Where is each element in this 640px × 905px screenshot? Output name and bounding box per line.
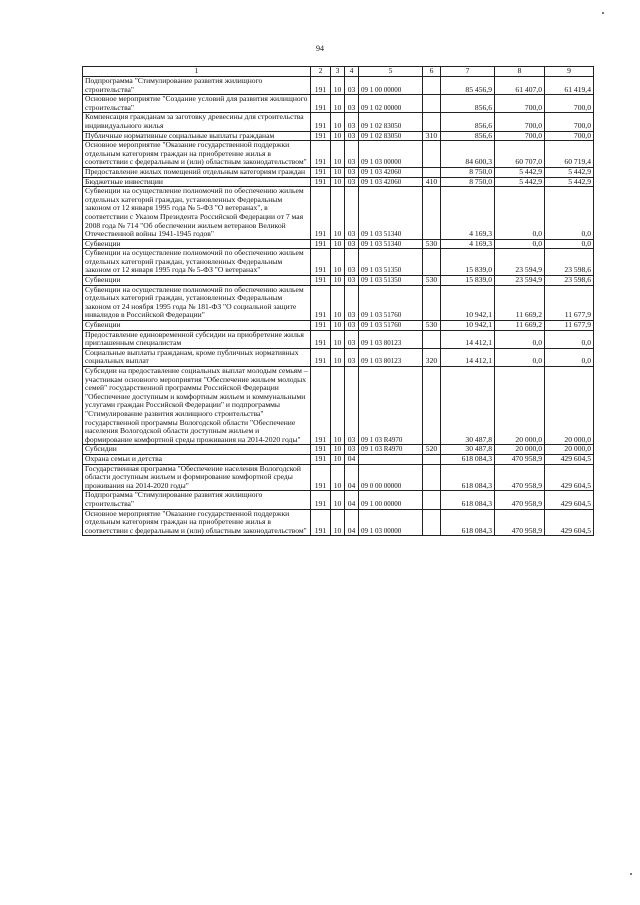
row-col-4: 03 bbox=[345, 187, 359, 240]
row-name: Субсидии bbox=[83, 445, 311, 455]
row-col-7: 618 084,3 bbox=[441, 509, 495, 536]
row-col-3: 10 bbox=[331, 445, 345, 455]
table-row bbox=[83, 239, 594, 249]
row-col-2: 191 bbox=[311, 131, 331, 141]
row-col-5: 09 1 03 51340 bbox=[359, 239, 423, 249]
row-col-3: 10 bbox=[331, 321, 345, 331]
row-col-4: 03 bbox=[345, 239, 359, 249]
row-name: Публичные нормативные социальные выплаты гражданам bbox=[83, 131, 311, 141]
row-col-6 bbox=[423, 187, 441, 240]
row-col-5 bbox=[359, 454, 423, 464]
header-col-6: 6 bbox=[423, 67, 441, 77]
row-col-9: 0,0 bbox=[545, 239, 594, 249]
row-col-8: 23 594,9 bbox=[495, 249, 545, 276]
row-col-4: 03 bbox=[345, 348, 359, 366]
row-col-9: 11 677,9 bbox=[545, 285, 594, 320]
row-col-6: 530 bbox=[423, 321, 441, 331]
row-col-8: 470 958,9 bbox=[495, 509, 545, 536]
row-col-9: 429 604,5 bbox=[545, 509, 594, 536]
row-col-3: 10 bbox=[331, 464, 345, 491]
row-col-5: 09 1 03 80123 bbox=[359, 330, 423, 348]
header-row bbox=[83, 67, 594, 77]
row-col-6 bbox=[423, 249, 441, 276]
header-col-5: 5 bbox=[359, 67, 423, 77]
row-col-2: 191 bbox=[311, 330, 331, 348]
row-col-8: 11 669,2 bbox=[495, 321, 545, 331]
table-row bbox=[83, 249, 594, 276]
row-col-4: 03 bbox=[345, 141, 359, 168]
row-col-3: 10 bbox=[331, 454, 345, 464]
header-col-1: 1 bbox=[83, 67, 311, 77]
row-col-4: 03 bbox=[345, 276, 359, 286]
row-col-7: 30 487,8 bbox=[441, 445, 495, 455]
row-name: Предоставление жилых помещений отдельным категориям граждан bbox=[83, 167, 311, 177]
row-col-5: 09 1 03 42060 bbox=[359, 167, 423, 177]
row-col-4: 04 bbox=[345, 509, 359, 536]
row-name: Предоставление единовременной субсидии на приобретение жилья приглашенным специалистам bbox=[83, 330, 311, 348]
row-col-4: 03 bbox=[345, 95, 359, 113]
row-col-7: 856,6 bbox=[441, 95, 495, 113]
row-col-8: 0,0 bbox=[495, 187, 545, 240]
scan-mark-bottom bbox=[630, 873, 632, 875]
row-col-4: 03 bbox=[345, 167, 359, 177]
row-name: Компенсация гражданам за заготовку древесины для строительства индивидуального жилья bbox=[83, 113, 311, 131]
row-col-6: 530 bbox=[423, 239, 441, 249]
row-col-4: 03 bbox=[345, 177, 359, 187]
table-row bbox=[83, 330, 594, 348]
row-col-5: 09 1 03 51760 bbox=[359, 321, 423, 331]
scan-mark-top bbox=[602, 12, 604, 14]
row-col-9: 5 442,9 bbox=[545, 167, 594, 177]
row-col-2: 191 bbox=[311, 321, 331, 331]
row-col-5: 09 1 03 R4970 bbox=[359, 445, 423, 455]
row-name: Основное мероприятие "Оказание государственной поддержки отдельным категориям граждан на приобретение жилья в соответствии с федеральным и (или) областным законодательством" bbox=[83, 141, 311, 168]
row-col-9: 5 442,9 bbox=[545, 177, 594, 187]
row-col-7: 8 750,0 bbox=[441, 167, 495, 177]
table-row bbox=[83, 131, 594, 141]
row-col-5: 09 1 03 42060 bbox=[359, 177, 423, 187]
row-col-9: 61 419,4 bbox=[545, 77, 594, 95]
row-name: Подпрограмма "Стимулирование развития жилищного строительства" bbox=[83, 491, 311, 509]
row-col-9: 23 598,6 bbox=[545, 276, 594, 286]
row-col-8: 0,0 bbox=[495, 348, 545, 366]
row-col-4: 04 bbox=[345, 464, 359, 491]
row-col-3: 10 bbox=[331, 276, 345, 286]
row-col-2: 191 bbox=[311, 454, 331, 464]
row-col-6 bbox=[423, 367, 441, 445]
row-col-3: 10 bbox=[331, 239, 345, 249]
row-col-4: 03 bbox=[345, 367, 359, 445]
table-row bbox=[83, 187, 594, 240]
row-col-4: 03 bbox=[345, 330, 359, 348]
row-col-7: 10 942,1 bbox=[441, 285, 495, 320]
row-col-9: 700,0 bbox=[545, 131, 594, 141]
row-col-2: 191 bbox=[311, 239, 331, 249]
header-col-7: 7 bbox=[441, 67, 495, 77]
table-row bbox=[83, 445, 594, 455]
row-col-3: 10 bbox=[331, 131, 345, 141]
row-col-7: 10 942,1 bbox=[441, 321, 495, 331]
row-name: Субсидии на предоставление социальных выплат молодым семьям – участникам основного мероприятия "Обеспечение жильем молодых семей" государственной программы Российской Федерации "Обеспечение доступным и комфортным жильем и коммунальными услугами граждан Российской Федерации" и подпрограммы "Стимулирование развития жилищного строительства" государственной программы Вологодской области "Обеспечение населения Вологодской области доступным жильем и формирование комфортной среды проживания на 2014-2020 годы" bbox=[83, 367, 311, 445]
row-col-9: 0,0 bbox=[545, 330, 594, 348]
row-col-2: 191 bbox=[311, 348, 331, 366]
row-col-2: 191 bbox=[311, 367, 331, 445]
row-col-6 bbox=[423, 285, 441, 320]
row-col-4: 04 bbox=[345, 491, 359, 509]
row-col-9: 0,0 bbox=[545, 187, 594, 240]
row-col-2: 191 bbox=[311, 249, 331, 276]
row-name: Социальные выплаты гражданам, кроме публичных нормативных социальных выплат bbox=[83, 348, 311, 366]
row-col-6 bbox=[423, 141, 441, 168]
row-name: Субвенции bbox=[83, 239, 311, 249]
table-row bbox=[83, 464, 594, 491]
row-col-2: 191 bbox=[311, 95, 331, 113]
row-name: Субвенции bbox=[83, 321, 311, 331]
row-col-8: 61 407,0 bbox=[495, 77, 545, 95]
row-col-8: 60 707,0 bbox=[495, 141, 545, 168]
row-col-5: 09 1 03 51340 bbox=[359, 187, 423, 240]
row-col-9: 700,0 bbox=[545, 113, 594, 131]
row-col-7: 84 600,3 bbox=[441, 141, 495, 168]
row-col-7: 8 750,0 bbox=[441, 177, 495, 187]
row-col-6 bbox=[423, 491, 441, 509]
row-col-3: 10 bbox=[331, 95, 345, 113]
row-col-8: 20 000,0 bbox=[495, 445, 545, 455]
row-col-2: 191 bbox=[311, 141, 331, 168]
row-col-6 bbox=[423, 167, 441, 177]
row-col-5: 09 1 02 83050 bbox=[359, 113, 423, 131]
row-col-6 bbox=[423, 464, 441, 491]
row-col-7: 4 169,3 bbox=[441, 239, 495, 249]
row-col-2: 191 bbox=[311, 509, 331, 536]
row-col-3: 10 bbox=[331, 330, 345, 348]
table-row bbox=[83, 167, 594, 177]
row-col-6 bbox=[423, 330, 441, 348]
header-col-2: 2 bbox=[311, 67, 331, 77]
row-col-5: 09 1 03 51350 bbox=[359, 249, 423, 276]
row-col-8: 5 442,9 bbox=[495, 167, 545, 177]
row-col-4: 03 bbox=[345, 321, 359, 331]
row-col-5: 09 1 03 00000 bbox=[359, 141, 423, 168]
row-col-5: 09 1 03 80123 bbox=[359, 348, 423, 366]
row-col-8: 470 958,9 bbox=[495, 491, 545, 509]
row-col-7: 618 084,3 bbox=[441, 454, 495, 464]
row-col-3: 10 bbox=[331, 348, 345, 366]
row-col-5: 09 1 03 51760 bbox=[359, 285, 423, 320]
row-col-2: 191 bbox=[311, 285, 331, 320]
row-col-3: 10 bbox=[331, 367, 345, 445]
row-col-2: 191 bbox=[311, 464, 331, 491]
table-row bbox=[83, 509, 594, 536]
row-name: Субвенции на осуществление полномочий по обеспечению жильем отдельных категорий граждан, установленных Федеральным законом от 12 января 1995 года № 5-ФЗ "О ветеранах" bbox=[83, 249, 311, 276]
page-number: 94 bbox=[316, 44, 324, 53]
row-col-4: 03 bbox=[345, 445, 359, 455]
row-name: Субвенции bbox=[83, 276, 311, 286]
row-col-6 bbox=[423, 509, 441, 536]
row-col-5: 09 1 03 00000 bbox=[359, 509, 423, 536]
row-col-4: 03 bbox=[345, 285, 359, 320]
row-col-2: 191 bbox=[311, 491, 331, 509]
row-col-3: 10 bbox=[331, 491, 345, 509]
row-col-8: 23 594,9 bbox=[495, 276, 545, 286]
row-col-8: 700,0 bbox=[495, 113, 545, 131]
table-row bbox=[83, 177, 594, 187]
row-col-7: 15 839,0 bbox=[441, 249, 495, 276]
row-col-8: 20 000,0 bbox=[495, 367, 545, 445]
row-col-6 bbox=[423, 77, 441, 95]
row-col-6 bbox=[423, 454, 441, 464]
row-col-7: 85 456,9 bbox=[441, 77, 495, 95]
header-col-4: 4 bbox=[345, 67, 359, 77]
table-row bbox=[83, 367, 594, 445]
row-col-8: 0,0 bbox=[495, 330, 545, 348]
row-col-2: 191 bbox=[311, 276, 331, 286]
budget-table bbox=[82, 66, 594, 536]
row-name: Субвенции на осуществление полномочий по обеспечению жильем отдельных категорий граждан, установленных Федеральным законом от 24 ноября 1995 года № 181-ФЗ "О социальной защите инвалидов в Российской Федерации" bbox=[83, 285, 311, 320]
row-col-3: 10 bbox=[331, 113, 345, 131]
row-col-9: 11 677,9 bbox=[545, 321, 594, 331]
row-col-4: 03 bbox=[345, 249, 359, 276]
row-col-6 bbox=[423, 113, 441, 131]
row-col-7: 30 487,8 bbox=[441, 367, 495, 445]
row-col-9: 20 000,0 bbox=[545, 367, 594, 445]
row-col-5: 09 1 00 00000 bbox=[359, 491, 423, 509]
row-col-7: 15 839,0 bbox=[441, 276, 495, 286]
row-col-3: 10 bbox=[331, 285, 345, 320]
row-name: Основное мероприятие "Оказание государственной поддержки отдельным категориям граждан на приобретение жилья в соответствии с федеральным и (или) областным законодательством" bbox=[83, 509, 311, 536]
row-col-9: 20 000,0 bbox=[545, 445, 594, 455]
row-name: Субвенции на осуществление полномочий по обеспечению жильем отдельных категорий граждан, установленных Федеральным законом от 12 января 1995 года № 5-ФЗ "О ветеранах", в соответствии с Указом Президента Российской Федерации от 7 мая 2008 года № 714 "Об обеспечении жильем ветеранов Великой Отечественной войны 1941-1945 годов" bbox=[83, 187, 311, 240]
header-col-8: 8 bbox=[495, 67, 545, 77]
row-col-6: 410 bbox=[423, 177, 441, 187]
row-col-2: 191 bbox=[311, 77, 331, 95]
row-col-9: 429 604,5 bbox=[545, 464, 594, 491]
row-col-9: 700,0 bbox=[545, 95, 594, 113]
row-col-7: 4 169,3 bbox=[441, 187, 495, 240]
row-col-7: 618 084,3 bbox=[441, 464, 495, 491]
row-col-8: 700,0 bbox=[495, 131, 545, 141]
row-col-3: 10 bbox=[331, 509, 345, 536]
row-col-2: 191 bbox=[311, 113, 331, 131]
row-col-8: 470 958,9 bbox=[495, 454, 545, 464]
header-col-9: 9 bbox=[545, 67, 594, 77]
row-col-2: 191 bbox=[311, 187, 331, 240]
row-col-6 bbox=[423, 95, 441, 113]
table-row bbox=[83, 77, 594, 95]
table-row bbox=[83, 95, 594, 113]
row-col-6: 520 bbox=[423, 445, 441, 455]
table-body bbox=[83, 77, 594, 536]
row-name: Государственная программа "Обеспечение населения Вологодской области доступным жильем и формирование комфортной среды проживания на 2014-2020 годы" bbox=[83, 464, 311, 491]
row-col-6: 320 bbox=[423, 348, 441, 366]
row-col-5: 09 1 00 00000 bbox=[359, 77, 423, 95]
row-col-7: 618 084,3 bbox=[441, 491, 495, 509]
table-row bbox=[83, 285, 594, 320]
row-col-3: 10 bbox=[331, 249, 345, 276]
row-col-5: 09 1 03 51350 bbox=[359, 276, 423, 286]
row-col-6: 310 bbox=[423, 131, 441, 141]
table-row bbox=[83, 491, 594, 509]
row-col-6: 530 bbox=[423, 276, 441, 286]
row-name: Подпрограмма "Стимулирование развития жилищного строительства" bbox=[83, 77, 311, 95]
row-col-7: 856,6 bbox=[441, 113, 495, 131]
row-col-5: 09 0 00 00000 bbox=[359, 464, 423, 491]
table-row bbox=[83, 276, 594, 286]
row-name: Охрана семьи и детства bbox=[83, 454, 311, 464]
table-row bbox=[83, 454, 594, 464]
row-col-2: 191 bbox=[311, 167, 331, 177]
row-col-7: 14 412,1 bbox=[441, 348, 495, 366]
row-col-3: 10 bbox=[331, 177, 345, 187]
row-col-9: 429 604,5 bbox=[545, 454, 594, 464]
row-col-3: 10 bbox=[331, 187, 345, 240]
row-col-5: 09 1 03 R4970 bbox=[359, 367, 423, 445]
row-col-8: 470 958,9 bbox=[495, 464, 545, 491]
row-name: Бюджетные инвестиции bbox=[83, 177, 311, 187]
row-col-2: 191 bbox=[311, 445, 331, 455]
row-col-8: 5 442,9 bbox=[495, 177, 545, 187]
row-col-9: 0,0 bbox=[545, 348, 594, 366]
row-col-2: 191 bbox=[311, 177, 331, 187]
row-col-4: 03 bbox=[345, 113, 359, 131]
row-col-4: 04 bbox=[345, 454, 359, 464]
row-col-5: 09 1 02 83050 bbox=[359, 131, 423, 141]
row-col-9: 429 604,5 bbox=[545, 491, 594, 509]
row-col-7: 856,6 bbox=[441, 131, 495, 141]
row-col-3: 10 bbox=[331, 141, 345, 168]
table-row bbox=[83, 321, 594, 331]
row-col-7: 14 412,1 bbox=[441, 330, 495, 348]
row-col-4: 03 bbox=[345, 77, 359, 95]
row-name: Основное мероприятие "Создание условий для развития жилищного строительства" bbox=[83, 95, 311, 113]
row-col-4: 03 bbox=[345, 131, 359, 141]
table-row bbox=[83, 348, 594, 366]
row-col-3: 10 bbox=[331, 167, 345, 177]
row-col-3: 10 bbox=[331, 77, 345, 95]
row-col-8: 700,0 bbox=[495, 95, 545, 113]
table-row bbox=[83, 141, 594, 168]
row-col-9: 60 719,4 bbox=[545, 141, 594, 168]
row-col-5: 09 1 02 00000 bbox=[359, 95, 423, 113]
row-col-8: 11 669,2 bbox=[495, 285, 545, 320]
row-col-9: 23 598,6 bbox=[545, 249, 594, 276]
header-col-3: 3 bbox=[331, 67, 345, 77]
table-row bbox=[83, 113, 594, 131]
row-col-8: 0,0 bbox=[495, 239, 545, 249]
